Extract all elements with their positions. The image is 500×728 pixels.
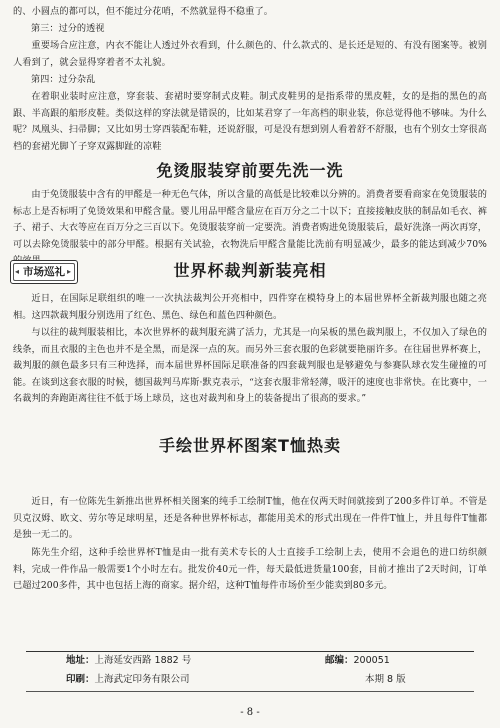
article1-headline: 免烫服装穿前要先洗一洗 (156, 161, 344, 180)
footer-printer (66, 673, 190, 687)
footer-address (66, 654, 191, 668)
printer-label: 印刷： (66, 674, 95, 685)
postcode-value: 200051 (353, 655, 390, 666)
section3-heading: 第三：过分的透视 (31, 23, 105, 34)
page-number: - 8 - (240, 707, 260, 718)
printer-value: 上海武定印务有限公司 (94, 674, 190, 685)
intro-continuation: 的、小圆点的都可以，但不能过分花哨，不然就显得不稳重了。 (13, 6, 274, 17)
article2-headline: 世界杯裁判新装亮相 (173, 261, 327, 280)
article2-paragraph: 与以往的裁判服装相比，本次世界杯的裁判服充满了活力，尤其是一向呆板的黑色裁判服上，不仅加入了绿色的线条，而且衣服的主色也并不是全黑，而是深一点的灰。而另外三套衣服的色彩就要艳丽许多。在往届世界杯赛上，裁判服的颜色最多只有三种选择，而本届世界杯国际足联准备的四套裁判服也是够避免与参赛队球衣发生碰撞的可能。在谈到这套衣服的时候，德国裁判马库斯·默克表示，“这套衣服非常轻薄，吸汗的速度也非常快。在比赛中，一名裁判的奔跑距离往往不低于场上球员，这也对裁判和身上的装备提出了很高的要求。” (13, 327, 487, 404)
article3-paragraph: 陈先生介绍，这种手绘世界杯T恤是由一批有美术专长的人士直接手工绘制上去，使用不会退色的进口纺织颜料，完成一件作品一般需要1个小时左右。批发价40元一件，每天最低进货量100套，目前才推出了2天时间，订单已超过200多件，其中也包括上海的商家。据介绍，这种T恤每件市场价至少能卖到80多元。 (13, 547, 487, 591)
badge-label: 市场巡礼 (23, 266, 65, 278)
section4-heading: 第四：过分杂乱 (31, 74, 96, 85)
footer-top-rule (26, 651, 474, 652)
postcode-label: 邮编： (325, 655, 354, 666)
article3-paragraph: 近日，有一位陈先生新推出世界杯相关图案的纯手工绘制T恤，他在仅两天时间就接到了200多件订单。不管是贝克汉姆、欧文、劳尔等足球明星，还是各种世界杯标志，都能用美术的形式出现在一件件T恤上，并且每件T恤都是独一无二的。 (13, 496, 487, 540)
address-value: 上海延安西路 1882 号 (94, 655, 192, 666)
article2-paragraph: 近日，在国际足联组织的唯一一次执法裁判公开亮相中，四件穿在模特身上的本届世界杯全新裁判服也随之亮相。这四款裁判服分别选用了红色、黑色、绿色和蓝色四种颜色。 (13, 293, 487, 321)
article3-headline: 手绘世界杯图案T恤热卖 (159, 436, 341, 455)
footer-bottom-rule (26, 691, 474, 692)
address-label: 地址： (66, 655, 95, 666)
badge-ornament-right-icon: ▸ (67, 267, 72, 276)
section3-body: 重要场合应注意，内衣不能让人透过外衣看到，什么颜色的、什么款式的、是长还是短的、有没有图案等。被别人看到了，就会显得穿着者不太礼貌。 (13, 40, 487, 68)
article1-body: 由于免烫服装中含有的甲醛是一种无色气体，所以含量的高低是比较难以分辨的。消费者要看商家在免烫服装的标志上是否标明了免烫效果和甲醛含量。婴儿用品甲醛含量应在百万分之二十以下；直接接触皮肤的制品如毛衣、裤子、裙子、大衣等应在百万分之三百以下。免烫服装穿前一定要洗。消费者购进免烫服装后，最好洗涤一两次再穿，可以去除免烫服装中的部分甲醛。根据有关试验，衣物洗后甲醛含量能比洗前有明显减少，最多的能达到减少70% (13, 189, 487, 250)
issue-note: 本期 8 版 (365, 674, 406, 685)
section4-body: 在着职业装时应注意，穿套装、套裙时要穿制式皮鞋。制式皮鞋男的是指系带的黑皮鞋，女的是指的黑色的高跟、半高跟的船形皮鞋。类似这样的穿法就是错误的，比如某君穿了一年高档的职业装，你总觉得他不够味。为什么呢？凤凰头、扫帚脚；又比如男士穿西装配布鞋，还说舒服，可是没有想到别人看着舒不舒服，也有个别女士穿很高档的套裙光脚丫子穿双露脚趾的凉鞋 (13, 91, 487, 152)
badge-ornament-left-icon: ◂ (15, 267, 20, 276)
footer-postcode (325, 654, 390, 668)
